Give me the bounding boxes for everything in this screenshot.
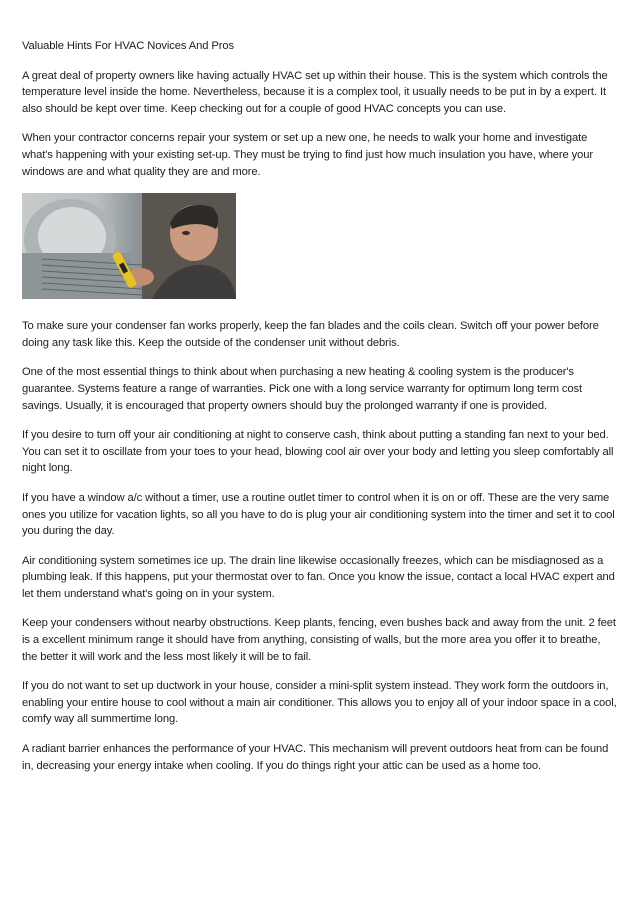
paragraph: If you do not want to set up ductwork in your house, consider a mini-split system instead. They work form the outdoors in, enabling your entire house to cool without a main air conditioner. This allows you to enjoy all of your indoor space in a cool, comfy way all summertime long.	[22, 680, 617, 726]
paragraph: To make sure your condenser fan works properly, keep the fan blades and the coils clean. Switch off your power before doing any task like this. Keep the outside of the condenser unit without debris.	[22, 320, 599, 349]
hvac-technician-photo-graphic	[22, 193, 236, 299]
paragraph: One of the most essential things to think about when purchasing a new heating & cooling system is the producer's guarantee. Systems feature a range of warranties. Pick one with a long service warranty for optimum long term cost savings. Usually, it is encouraged that property owners should buy the prolonged warranty if one is provided.	[22, 366, 583, 412]
hvac-technician-photo	[22, 193, 236, 299]
paragraph: When your contractor concerns repair your system or set up a new one, he needs to walk your home and investigate what's happening with your existing set-up. They must be trying to find just how much insulation you have, where your windows are and what quality they are and more.	[22, 132, 594, 178]
paragraph: Air conditioning system sometimes ice up. The drain line likewise occasionally freezes, which can be misdiagnosed as a plumbing leak. If this happens, put your thermostat over to fan. Once you know the issue, contact a local HVAC expert and let them understand what's going on in your system.	[22, 554, 615, 600]
paragraph: Keep your condensers without nearby obstructions. Keep plants, fencing, even bushes back and away from the unit. 2 feet is a excellent minimum range it should have from anything, consisting of walls, but the more area you offer it to breathe, the better it will work and the less most likely it will be to fail.	[22, 617, 616, 663]
paragraph: If you desire to turn off your air conditioning at night to conserve cash, think about putting a standing fan next to your bed. You can set it to oscillate from your toes to your head, blowing cool air over your body and letting you sleep comfortably all night long.	[22, 429, 614, 475]
paragraph: If you have a window a/c without a timer, use a routine outlet timer to control when it is on or off. These are the very same ones you utilize for vacation lights, so all you have to do is plug your air conditioning system into the timer and set it to cool you during the day.	[22, 491, 615, 538]
document-title: Valuable Hints For HVAC Novices And Pros	[22, 40, 234, 52]
paragraph: A radiant barrier enhances the performance of your HVAC. This mechanism will prevent outdoors heat from can be found in, decreasing your energy intake when cooling. If you do things right your attic can be used as a home too.	[22, 743, 609, 772]
paragraph: A great deal of property owners like having actually HVAC set up within their house. This is the system which controls the temperature level inside the home. Nevertheless, because it is a complex tool, it usually needs to be put in by a expert. It also should be kept over time. Keep checking out for a couple of good HVAC concepts you can use.	[22, 69, 608, 115]
document-page	[22, 38, 618, 787]
